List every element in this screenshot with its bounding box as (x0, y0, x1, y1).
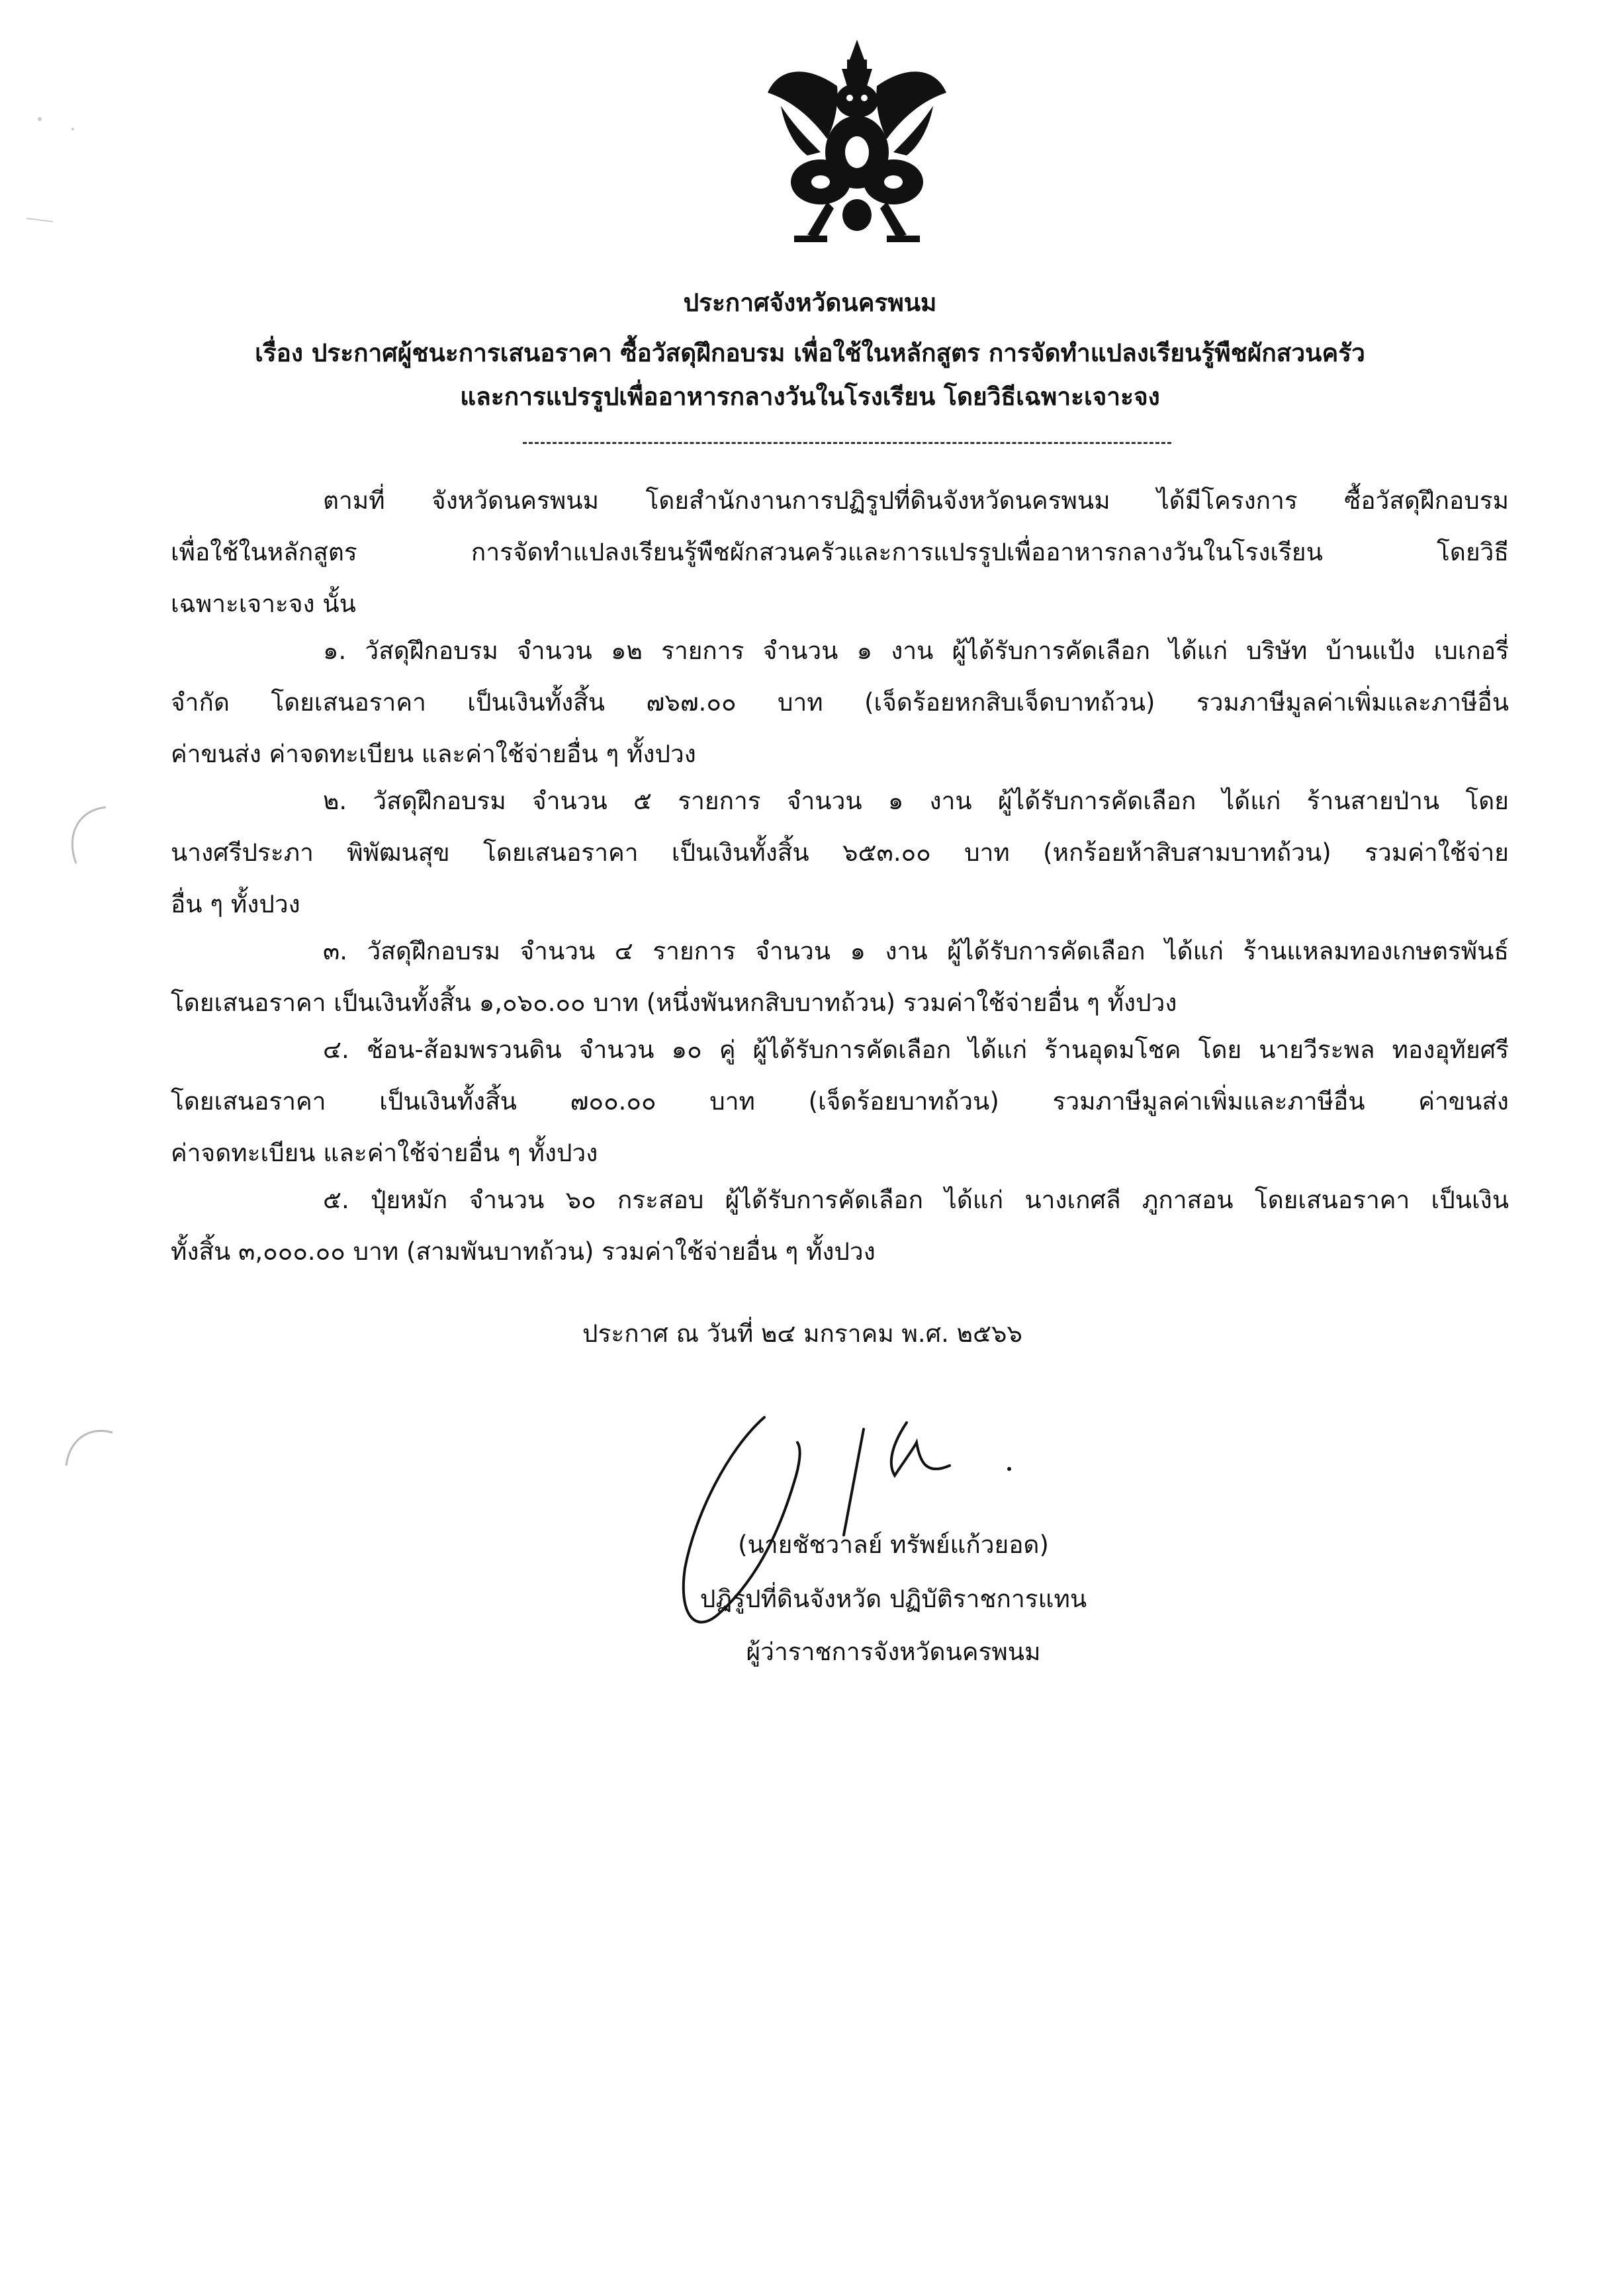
divider-line (523, 442, 1171, 444)
text-line: โดยเสนอราคา เป็นเงินทั้งสิ้น ๑,๐๖๐.๐๐ บาท (หนึ่งพันหกสิบบาทถ้วน) รวมค่าใช้จ่ายอื่น ๆ ทั้งปวง (171, 989, 1177, 1017)
signer-name: (นายชัชวาลย์ ทรัพย์แก้วยอด) (738, 1530, 1049, 1559)
text-line: ๒. วัสดุฝึกอบรม จำนวน ๕ รายการ จำนวน ๑ งาน ผู้ได้รับการคัดเลือก ได้แก่ ร้านสายป่าน โดย (323, 787, 1509, 815)
text-line: ๕. ปุ๋ยหมัก จำนวน ๖๐ กระสอบ ผู้ได้รับการคัดเลือก ได้แก่ นางเกศลี ภูกาสอน โดยเสนอราคา เป็นเงิน (323, 1186, 1509, 1214)
text-line: เพื่อใช้ในหลักสูตร การจัดทำแปลงเรียนรู้พืชผักสวนครัวและการแปรรูปเพื่ออาหารกลางวันในโรงเรียน โดยวิธี (171, 538, 1509, 566)
subject-line-2: และการแปรรูปเพื่ออาหารกลางวันในโรงเรียน โดยวิธีเฉพาะเจาะจง (460, 382, 1160, 411)
text-line: เฉพาะเจาะจง นั้น (171, 590, 356, 618)
text-line: ค่าจดทะเบียน และค่าใช้จ่ายอื่น ๆ ทั้งปวง (171, 1139, 598, 1167)
text-line: อื่น ๆ ทั้งปวง (171, 890, 300, 918)
text-line: โดยเสนอราคา เป็นเงินทั้งสิ้น ๗๐๐.๐๐ บาท (เจ็ดร้อยบาทถ้วน) รวมภาษีมูลค่าเพิ่มและภาษีอื่น ค่าขนส่ง (171, 1087, 1509, 1116)
intro-paragraph (171, 475, 1509, 630)
scan-punch-mark (63, 1419, 116, 1472)
item-2 (171, 775, 1509, 930)
signer-position: ปฏิรูปที่ดินจังหวัด ปฏิบัติราชการแทน (699, 1585, 1087, 1613)
item-1 (171, 625, 1509, 780)
garuda-emblem-icon (768, 40, 946, 258)
item-3 (171, 926, 1509, 1029)
scan-punch-mark (60, 804, 112, 870)
signer-office: ผู้ว่าราชการจังหวัดนครพนม (746, 1638, 1041, 1666)
text-line: ค่าขนส่ง ค่าจดทะเบียน และค่าใช้จ่ายอื่น ๆ ทั้งปวง (171, 740, 696, 768)
text-line: ๓. วัสดุฝึกอบรม จำนวน ๔ รายการ จำนวน ๑ งาน ผู้ได้รับการคัดเลือก ได้แก่ ร้านแหลมทองเกษตรพันธ์ (323, 937, 1509, 965)
subject-line-1: เรื่อง ประกาศผู้ชนะการเสนอราคา ซื้อวัสดุฝึกอบรม เพื่อใช้ในหลักสูตร การจัดทำแปลงเรียนรู้พืชผักสวนครัว (255, 339, 1365, 367)
text-line: ๑. วัสดุฝึกอบรม จำนวน ๑๒ รายการ จำนวน ๑ งาน ผู้ได้รับการคัดเลือก ได้แก่ บริษัท บ้านแป้ง เบเกอรี่ (323, 637, 1509, 665)
scan-speck-mark (20, 99, 99, 232)
announcement-title: ประกาศจังหวัดนครพนม (683, 288, 937, 317)
item-5 (171, 1174, 1509, 1278)
announcement-date: ประกาศ ณ วันที่ ๒๔ มกราคม พ.ศ. ๒๕๖๖ (582, 1319, 1022, 1348)
text-line: ๔. ช้อน-ส้อมพรวนดิน จำนวน ๑๐ คู่ ผู้ได้รับการคัดเลือก ได้แก่ ร้านอุดมโชค โดย นายวีระพล ทองอุทัยศรี (323, 1036, 1509, 1064)
text-line: จำกัด โดยเสนอราคา เป็นเงินทั้งสิ้น ๗๖๗.๐๐ บาท (เจ็ดร้อยหกสิบเจ็ดบาทถ้วน) รวมภาษีมูลค่าเพิ่มและภาษีอื่น (171, 688, 1509, 717)
text-line: ทั้งสิ้น ๓,๐๐๐.๐๐ บาท (สามพันบาทถ้วน) รวมค่าใช้จ่ายอื่น ๆ ทั้งปวง (171, 1237, 876, 1266)
item-4 (171, 1024, 1509, 1179)
text-line: นางศรีประภา พิพัฒนสุข โดยเสนอราคา เป็นเงินทั้งสิ้น ๖๕๓.๐๐ บาท (หกร้อยห้าสิบสามบาทถ้วน) รวมค่าใช้จ่าย (171, 838, 1509, 867)
text-line: ตามที่ จังหวัดนครพนม โดยสำนักงานการปฏิรูปที่ดินจังหวัดนครพนม ได้มีโครงการ ซื้อวัสดุฝึกอบรม (323, 486, 1509, 515)
